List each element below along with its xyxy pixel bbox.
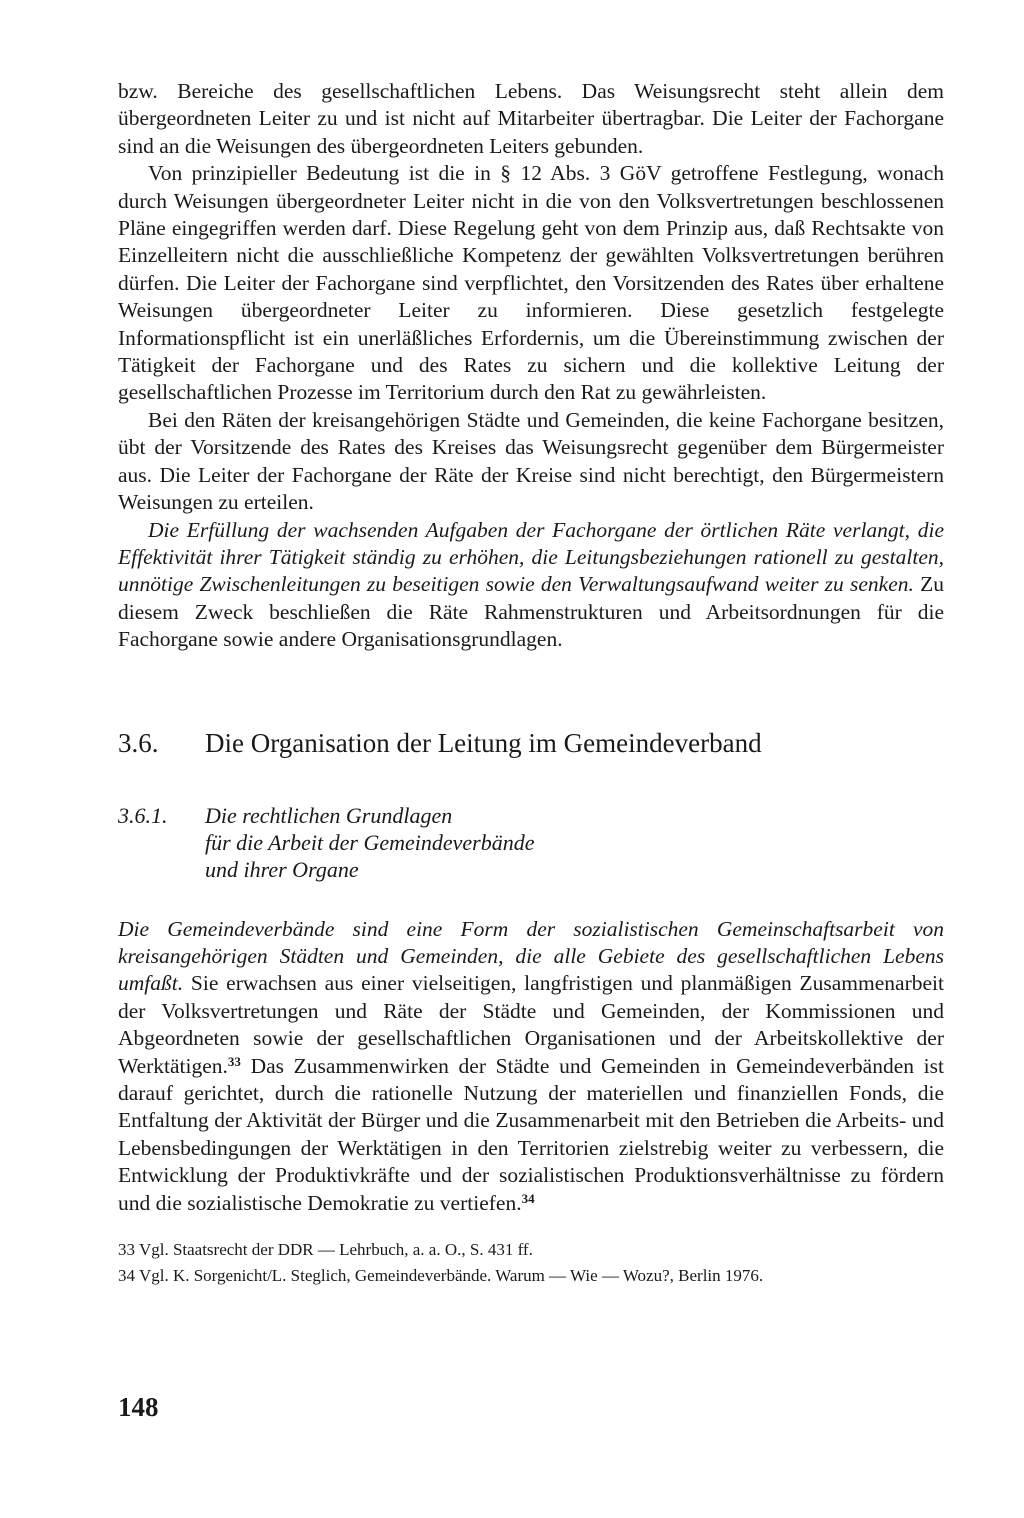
paragraph-1: bzw. Bereiche des gesellschaftlichen Lebens. Das Weisungsrecht steht allein dem übergeordneten Leiter zu und ist nicht auf Mitarbeiter übertragbar. Die Leiter der Fachorgane sind an die Weisungen des übergeordneten Leiters gebunden. xyxy=(118,79,944,158)
paragraph-5 xyxy=(118,916,944,1217)
page-content xyxy=(118,78,944,1289)
paragraph-4-emphasis: Die Erfüllung der wachsenden Aufgaben der Fachorgane der örtlichen Räte verlangt, die Effektivität ihrer Tätigkeit ständig zu erhöhen, die Leitungsbeziehungen rationell zu gestalten, unnötige Zwischenleitungen zu beseitigen sowie den Verwaltungsaufwand weiter zu senken. xyxy=(118,517,944,597)
subsection-heading xyxy=(118,802,944,883)
subsection-title-line: Die rechtlichen Grundlagen xyxy=(205,802,453,828)
subsection-title-line: und ihrer Organe xyxy=(205,856,359,882)
paragraph-4-text: Zu diesem Zweck beschließen die Räte Rahmenstrukturen und Arbeitsordnungen für die Fachorgane sowie andere Organisationsgrundlagen. xyxy=(118,572,944,652)
paragraph-2: Von prinzipieller Bedeutung ist die in § 12 Abs. 3 GöV getroffene Festlegung, wonach durch Weisungen übergeordneter Leiter nicht in die von den Volksvertretungen beschlossenen Pläne eingegriffen werden darf. Diese Regelung geht von dem Prinzip aus, daß Rechtsakte von Einzelleitern nicht die ausschließliche Kompetenz der gewählten Volksvertretungen berühren dürfen. Die Leiter der Fachorgane sind verpflichtet, den Vorsitzenden des Rates über erhaltene Weisungen übergeordneter Leiter zu informieren. Diese gesetzlich festgelegte Informationspflicht ist ein unerläßliches Erfordernis, um die Übereinstimmung zwischen der Tätigkeit der Fachorgane und des Rates zu sichern und die kollektive Leitung der gesellschaftlichen Prozesse im Territorium durch den Rat zu gewährleisten. xyxy=(118,161,944,405)
footnote-34: 34 Vgl. K. Sorgenicht/L. Steglich, Gemeindeverbände. Warum — Wie — Wozu?, Berlin 1976. xyxy=(118,1266,764,1285)
paragraph-5-text-b: Das Zusammenwirken der Städte und Gemeinden in Gemeindeverbänden ist darauf gerichtet, durch die rationelle Nutzung der materiellen und finanziellen Fonds, die Entfaltung der Aktivität der Bürger und die Zusammenarbeit mit den Betrieben die Arbeits- und Lebensbedingungen der Werktätigen in den Territorien zielstrebig weiter zu verbessern, die Entwicklung der Produktivkräfte und der sozialistischen Produktionsverhältnisse zu fördern und die sozialistische Demokratie zu vertiefen. xyxy=(118,1053,944,1215)
footnote-ref-33: 33 xyxy=(227,1053,241,1069)
subsection-number: 3.6.1. xyxy=(118,802,168,828)
section-title: Die Organisation der Leitung im Gemeindeverband xyxy=(205,727,762,758)
paragraph-5-emphasis: Die Gemeindeverbände sind eine Form der sozialistischen Gemeinschaftsarbeit von kreisangehörigen Städten und Gemeinden, die alle Gebiete des gesellschaftlichen Lebens umfaßt. xyxy=(118,916,944,996)
paragraph-4 xyxy=(118,517,944,654)
subsection-title xyxy=(205,802,535,883)
footnote-ref-34: 34 xyxy=(521,1190,535,1206)
section-heading xyxy=(118,726,944,760)
page-number: 148 xyxy=(118,1392,159,1422)
footnotes xyxy=(118,1237,944,1289)
paragraph-5-text-a: Sie erwachsen aus einer vielseitigen, langfristigen und planmäßigen Zusammenarbeit der Volksvertretungen und Räte der Städte und Gemeinden, der Kommissionen und Abgeordneten sowie der gesellschaftlichen Organisationen und der Arbeitskollektive der Werktätigen. xyxy=(118,971,944,1078)
footnote-33: 33 Vgl. Staatsrecht der DDR — Lehrbuch, a. a. O., S. 431 ff. xyxy=(118,1240,533,1259)
section-number: 3.6. xyxy=(118,727,159,758)
subsection-title-line: für die Arbeit der Gemeindeverbände xyxy=(205,829,535,855)
paragraph-3: Bei den Räten der kreisangehörigen Städte und Gemeinden, die keine Fachorgane besitzen, übt der Vorsitzende des Rates des Kreises das Weisungsrecht gegenüber dem Bürgermeister aus. Die Leiter der Fachorgane der Räte der Kreise sind nicht berechtigt, den Bürgermeistern Weisungen zu erteilen. xyxy=(118,407,944,515)
